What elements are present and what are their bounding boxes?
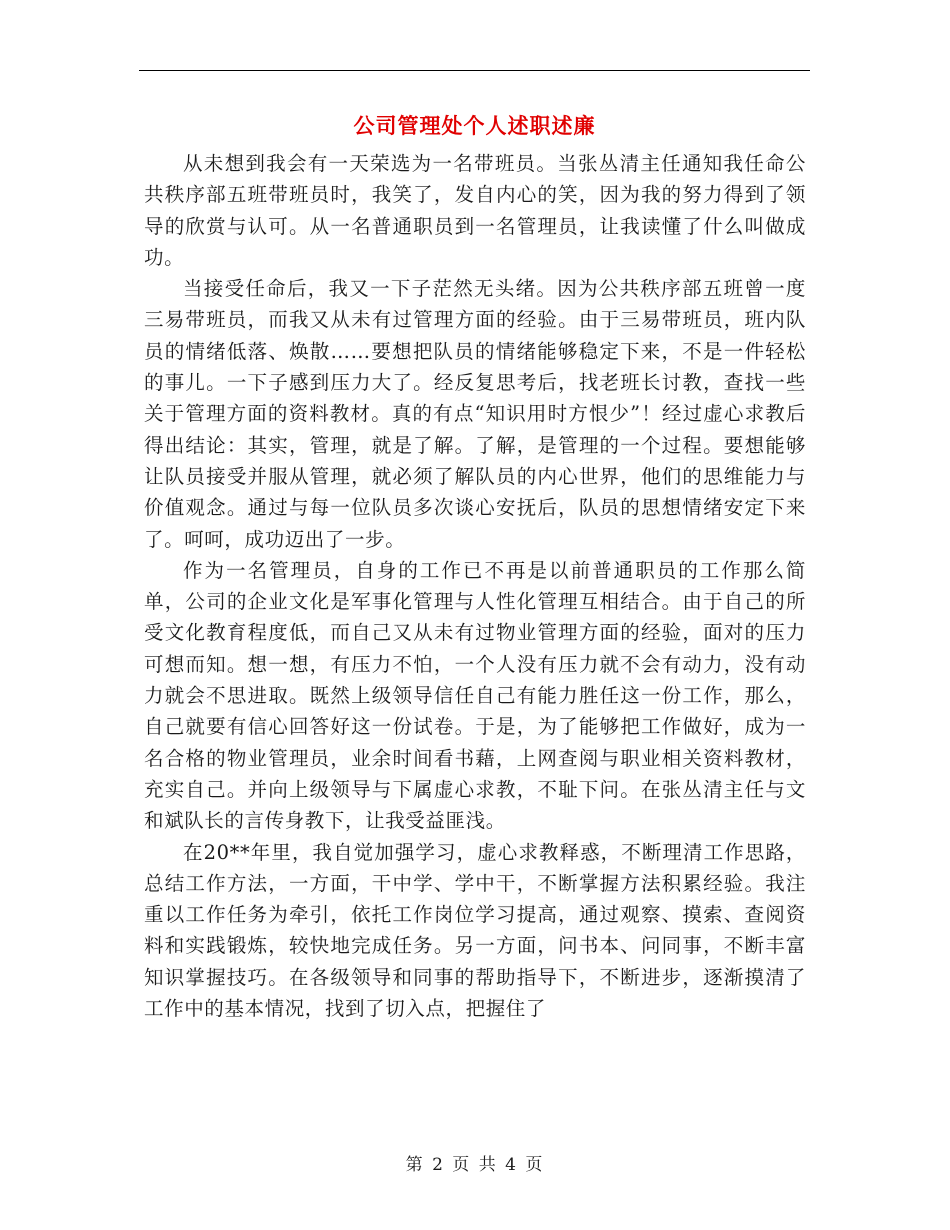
document-title: 公司管理处个人述职述廉 [353,113,596,138]
page-number: 第 2 页 共 4 页 [405,1155,545,1175]
header-rule [139,70,810,71]
paragraph-4: 在20**年里，我自觉加强学习，虚心求教释惑，不断理清工作思路，总结工作方法，一方面，干中学、学中干，不断掌握方法积累经验。我注重以工作任务为牵引，依托工作岗位学习提高，通过观察、摸索、查阅资料和实践锻炼，较快地完成任务。另一方面，问书本、问同事，不断丰富知识掌握技巧。在各级领导和同事的帮助指导下，不断进步，逐渐摸清了工作中的基本情况，找到了切入点，把握住了 [144,840,806,1021]
paragraph-2: 当接受任命后，我又一下子茫然无头绪。因为公共秩序部五班曾一度三易带班员，而我又从未有过管理方面的经验。由于三易带班员，班内队员的情绪低落、焕散……要想把队员的情绪能够稳定下来，不是一件轻松的事儿。一下子感到压力大了。经反复思考后，找老班长讨教，查找一些关于管理方面的资料教材。真的有点“知识用时方恨少”！经过虚心求教后得出结论：其实，管理，就是了解。了解，是管理的一个过程。要想能够让队员接受并服从管理，就必须了解队员的内心世界，他们的思维能力与价值观念。通过与每一位队员多次谈心安抚后，队员的思想情绪安定下来了。呵呵，成功迈出了一步。 [144,277,806,551]
paragraph-3: 作为一名管理员，自身的工作已不再是以前普通职员的工作那么简单，公司的企业文化是军事化管理与人性化管理互相结合。由于自己的所受文化教育程度低，而自己又从未有过物业管理方面的经验，面对的压力可想而知。想一想，有压力不怕，一个人没有压力就不会有动力，没有动力就会不思进取。既然上级领导信任自己有能力胜任这一份工作，那么，自己就要有信心回答好这一份试卷。于是，为了能够把工作做好，成为一名合格的物业管理员，业余时间看书藉，上网查阅与职业相关资料教材，充实自己。并向上级领导与下属虚心求教，不耻下问。在张丛清主任与文和斌队长的言传身教下，让我受益匪浅。 [144,558,806,833]
paragraph-1: 从未想到我会有一天荣选为一名带班员。当张丛清主任通知我任命公共秩序部五班带班员时，我笑了，发自内心的笑，因为我的努力得到了领导的欣赏与认可。从一名普通职员到一名管理员，让我读懂了什么叫做成功。 [144,152,806,269]
document-body [144,148,806,1024]
